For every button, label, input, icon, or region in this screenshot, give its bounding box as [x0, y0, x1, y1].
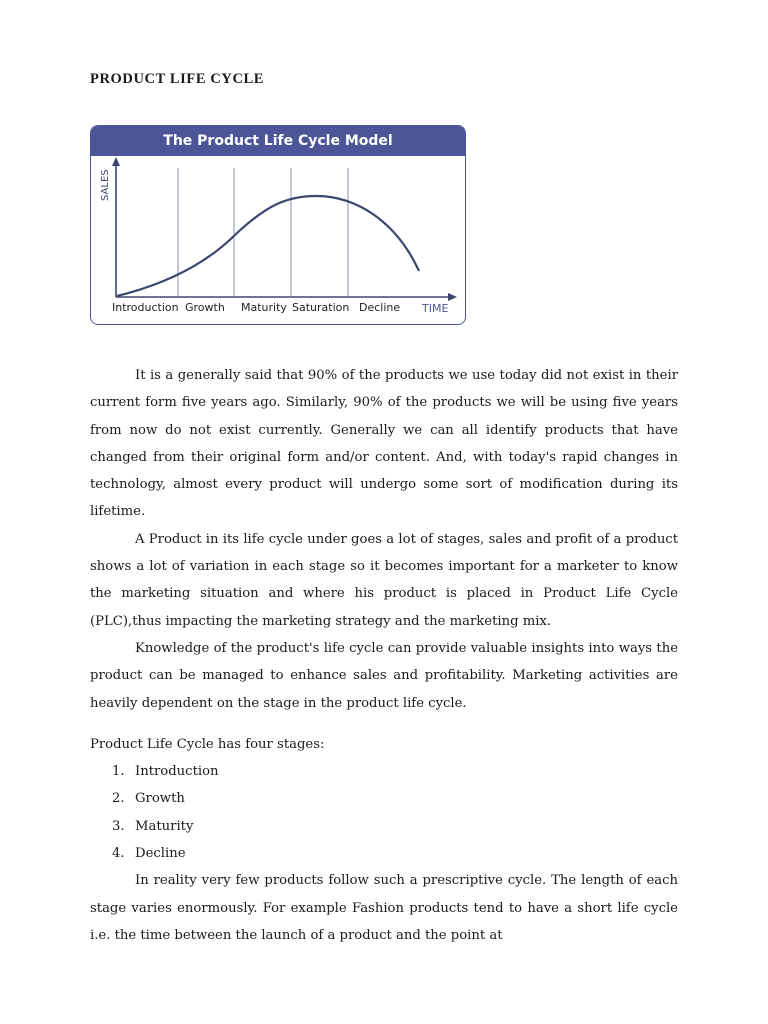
list-item — [90, 758, 678, 785]
list-item — [90, 813, 678, 840]
y-axis-label: SALES — [100, 169, 111, 201]
paragraph: A Product in its life cycle under goes a lot of stages, sales and profit of a product shows a lot of variation in each stage so it becomes important for a marketer to know the marketing situation and where his product is placed in Product Life Cycle (PLC),thus impacting the marketing strategy and the marketing mix. — [90, 531, 678, 629]
list-label: Decline — [135, 846, 186, 862]
stage-label: Decline — [359, 301, 401, 314]
list-item — [90, 785, 678, 812]
list-number: 4. — [112, 846, 125, 862]
list-number: 1. — [112, 764, 125, 780]
stage-label: Saturation — [292, 301, 350, 314]
plc-diagram — [91, 126, 466, 325]
x-axis-arrow-icon — [448, 293, 457, 301]
list-item — [90, 840, 678, 867]
list-number: 3. — [112, 818, 125, 834]
stages-list — [90, 758, 678, 867]
list-label: Maturity — [135, 818, 194, 834]
paragraph: It is a generally said that 90% of the products we use today did not exist in their current form five years ago. Similarly, 90% of the products we will be using five years from now do not exist currently. Generally we can all identify products that have changed from their original form and/or content. And, with today's rapid changes in technology, almost every product will undergo some sort of modification during its lifetime. — [90, 368, 678, 520]
list-label: Introduction — [135, 764, 219, 780]
document-body — [90, 362, 678, 949]
plc-model-figure — [90, 125, 466, 325]
page-heading: PRODUCT LIFE CYCLE — [90, 71, 265, 87]
figure-title: The Product Life Cycle Model — [91, 126, 465, 156]
list-number: 2. — [112, 791, 125, 807]
stage-label: Maturity — [241, 301, 287, 314]
paragraph: Knowledge of the product's life cycle can provide valuable insights into ways the product can be managed to enhance sales and profitability. Marketing activities are heavily dependent on the stage in the product life cycle. — [90, 640, 678, 711]
sales-curve — [117, 196, 419, 296]
x-axis-label: TIME — [422, 302, 449, 315]
stages-intro: Product Life Cycle has four stages: — [90, 736, 325, 752]
stage-label: Growth — [185, 301, 225, 314]
y-axis-arrow-icon — [112, 157, 120, 166]
stage-label: Introduction — [112, 301, 179, 314]
list-label: Growth — [135, 791, 185, 807]
paragraph: In reality very few products follow such a prescriptive cycle. The length of each stage varies enormously. For example Fashion products tend to have a short life cycle i.e. the time between the launch of a product and the point at — [90, 873, 678, 943]
